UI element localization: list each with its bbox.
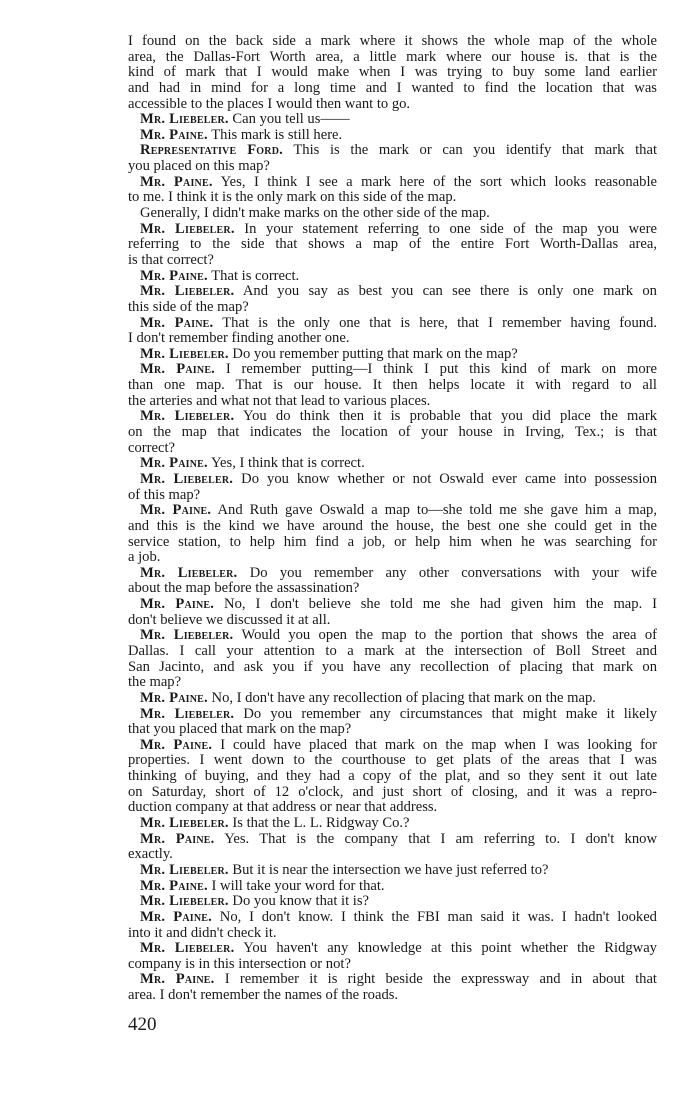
speaker-name: Mr. Paine. (140, 503, 212, 519)
line-text: exactly. (128, 846, 173, 863)
line-text: on Saturday, short of 12 o'clock, and just short of closing, and it was a repro- (128, 784, 657, 800)
speaker-name: Mr. Paine. (140, 689, 208, 706)
speaker-name: Mr. Paine. (140, 362, 216, 378)
line-text: Dallas. I call your attention to a mark at the intersection of Boll Street and (128, 643, 657, 659)
text-line (128, 206, 657, 222)
line-text: I could have placed that mark on the map when I was looking for (220, 737, 657, 753)
testimony-paragraph (128, 707, 657, 738)
text-line (128, 378, 657, 394)
text-line (128, 362, 657, 378)
line-text: This mark is still here. (211, 126, 343, 143)
line-text: I will take your word for that. (211, 877, 385, 894)
line-text: into it and didn't check it. (128, 924, 277, 941)
testimony-paragraph (128, 691, 657, 707)
testimony-paragraph (128, 112, 657, 128)
speaker-name: Mr. Liebeler. (140, 221, 235, 237)
text-line (128, 409, 657, 425)
line-text: And Ruth gave Oswald a map to—she told me she gave him a map, (217, 503, 657, 519)
testimony-paragraph (128, 566, 657, 597)
speaker-name: Mr. Liebeler. (140, 345, 229, 362)
testimony-paragraph (128, 409, 657, 456)
testimony-paragraph (128, 863, 657, 879)
text-line (128, 112, 657, 128)
text-line (128, 503, 657, 519)
speaker-name: Mr. Paine. (140, 126, 208, 143)
line-text: Can you tell us—— (232, 111, 350, 128)
text-line (128, 535, 657, 551)
text-line (128, 832, 657, 848)
line-text: But it is near the intersection we have just referred to? (232, 861, 549, 878)
text-line (128, 425, 657, 441)
testimony-paragraph (128, 738, 657, 816)
text-line (128, 175, 657, 191)
line-text: don't believe we discussed it at all. (128, 611, 331, 628)
line-text: San Jacinto, and ask you if you have any recollection of placing that mark on (128, 659, 657, 675)
line-text: a job. (128, 549, 161, 566)
text-line (128, 644, 657, 660)
speaker-name: Representative Ford. (140, 143, 283, 159)
speaker-name: Mr. Paine. (140, 831, 215, 847)
text-line (128, 691, 657, 707)
speaker-name: Mr. Paine. (140, 597, 215, 613)
page-number: 420 (128, 1014, 157, 1035)
line-text: that you placed that mark on the map? (128, 721, 352, 738)
testimony-paragraph (128, 347, 657, 363)
line-text: I found on the back side a mark where it shows the whole map of the whole (128, 34, 657, 49)
line-text: properties. I went down to the courthouse to get plats of the areas that I was (128, 753, 657, 769)
speaker-name: Mr. Paine. (140, 737, 213, 753)
testimony-paragraph (128, 362, 657, 409)
text-line (128, 926, 657, 942)
line-text: Yes, I think I see a mark here of the sort which looks reasonable (220, 174, 657, 190)
line-text: In your statement referring to one side of the map you were (244, 221, 657, 237)
text-line (128, 316, 657, 332)
line-text: Yes, I think that is correct. (210, 455, 365, 472)
text-line (128, 190, 657, 206)
line-text: referring to the side that shows a map of the entire Fort Worth-Dallas area, (128, 237, 657, 253)
speaker-name: Mr. Liebeler. (140, 284, 235, 300)
testimony-paragraph (128, 816, 657, 832)
text-line (128, 456, 657, 472)
line-text: This is the mark or can you identify that mark that (293, 143, 657, 159)
testimony-paragraph (128, 628, 657, 691)
line-text: and had in mind for a long time and I wanted to find the location that was (128, 80, 657, 96)
line-text: No, I don't know. I think the FBI man said it was. I hadn't looked (219, 909, 657, 925)
text-line (128, 800, 657, 816)
line-text: Is that the L. L. Ridgway Co.? (232, 815, 410, 832)
speaker-name: Mr. Liebeler. (140, 706, 235, 722)
line-text: correct? (128, 439, 175, 456)
speaker-name: Mr. Liebeler. (140, 471, 234, 487)
line-text: Do you remember any other conversations with your wife (249, 565, 657, 581)
text-line (128, 472, 657, 488)
line-text: That is correct. (211, 267, 300, 284)
text-line (128, 753, 657, 769)
text-line (128, 269, 657, 285)
testimony-paragraph (128, 941, 657, 972)
text-line (128, 785, 657, 801)
text-line (128, 143, 657, 159)
testimony-paragraph (128, 316, 657, 347)
line-text: That is the only one that is here, that I remember having found. (222, 315, 657, 331)
line-text: this side of the map? (128, 298, 249, 315)
testimony-paragraph (128, 269, 657, 285)
line-text: is that correct? (128, 251, 214, 268)
text-line (128, 300, 657, 316)
testimony-paragraph (128, 284, 657, 315)
testimony-paragraph (128, 222, 657, 269)
text-line (128, 863, 657, 879)
line-text: Would you open the map to the portion that shows the area of (241, 628, 657, 644)
text-line (128, 550, 657, 566)
line-text: Generally, I didn't make marks on the other side of the map. (140, 205, 490, 222)
line-text: You haven't any knowledge at this point whether the Ridgway (243, 941, 657, 957)
text-line (128, 972, 657, 988)
text-line (128, 97, 657, 113)
speaker-name: Mr. Paine. (140, 315, 214, 331)
line-text: accessible to the places I would then want to go. (128, 95, 411, 112)
text-line (128, 65, 657, 81)
line-text: the arteries and what not that lead to various places. (128, 392, 431, 409)
text-line (128, 613, 657, 629)
speaker-name: Mr. Paine. (140, 909, 212, 925)
text-line (128, 519, 657, 535)
line-text: the map? (128, 674, 182, 691)
text-line (128, 847, 657, 863)
text-line (128, 738, 657, 754)
speaker-name: Mr. Liebeler. (140, 565, 238, 581)
line-text: of this map? (128, 486, 201, 503)
text-line (128, 394, 657, 410)
line-text: No, I don't have any recollection of placing that mark on the map. (211, 689, 596, 706)
text-line (128, 347, 657, 363)
text-line (128, 331, 657, 347)
line-text: thinking of buying, and they had a copy of the plat, and so they sent it out late (128, 769, 657, 785)
line-text: to me. I think it is the only mark on this side of the map. (128, 189, 457, 206)
line-text: Yes. That is the company that I am referring to. I don't know (224, 831, 657, 847)
text-line (128, 597, 657, 613)
testimony-paragraph (128, 597, 657, 628)
text-line (128, 566, 657, 582)
text-line (128, 128, 657, 144)
speaker-name: Mr. Paine. (140, 455, 208, 472)
text-line (128, 660, 657, 676)
continuation-paragraph (128, 206, 657, 222)
text-line (128, 628, 657, 644)
line-text: Do you know whether or not Oswald ever came into possession (241, 471, 657, 487)
line-text: on the map that indicates the location of your house in Irving, Tex.; is that (128, 425, 657, 441)
text-line (128, 675, 657, 691)
text-line (128, 253, 657, 269)
text-line (128, 957, 657, 973)
line-text: service station, to help him find a job, or help him when he was searching for (128, 534, 657, 550)
text-line (128, 50, 657, 66)
testimony-paragraph (128, 972, 657, 1003)
text-line (128, 816, 657, 832)
text-line (128, 941, 657, 957)
speaker-name: Mr. Liebeler. (140, 815, 229, 832)
speaker-name: Mr. Paine. (140, 267, 208, 284)
line-text: about the map before the assassination? (128, 580, 360, 597)
speaker-name: Mr. Paine. (140, 972, 215, 988)
line-text: No, I don't believe she told me she had given him the map. I (224, 597, 657, 613)
line-text: Do you know that it is? (232, 893, 370, 910)
line-text: Do you remember any circumstances that might make it likely (243, 706, 657, 722)
line-text: You do think then it is probable that you did place the mark (243, 409, 657, 425)
text-line (128, 441, 657, 457)
speaker-name: Mr. Liebeler. (140, 628, 234, 644)
text-line (128, 581, 657, 597)
testimony-paragraph (128, 143, 657, 174)
line-text: Do you remember putting that mark on the map? (232, 345, 518, 362)
testimony-paragraph (128, 456, 657, 472)
line-text: I don't remember finding another one. (128, 330, 350, 347)
text-line (128, 722, 657, 738)
testimony-paragraph (128, 879, 657, 895)
line-text: kind of mark that I would make when I was trying to buy some land earlier (128, 65, 657, 81)
text-line (128, 81, 657, 97)
text-line (128, 488, 657, 504)
line-text: company is in this intersection or not? (128, 955, 351, 972)
continuation-paragraph (128, 34, 657, 112)
text-line (128, 988, 657, 1004)
text-line (128, 910, 657, 926)
testimony-paragraph (128, 175, 657, 206)
text-line (128, 879, 657, 895)
text-line (128, 284, 657, 300)
text-line (128, 34, 657, 50)
line-text: area, the Dallas-Fort Worth area, a little mark where our house is. that is the (128, 49, 657, 65)
text-line (128, 894, 657, 910)
line-text: And you say as best you can see there is only one mark on (242, 284, 657, 300)
line-text: than one map. That is our house. It then helps locate it with regard to all (128, 378, 657, 394)
speaker-name: Mr. Liebeler. (140, 409, 235, 425)
line-text: duction company at that address or near that address. (128, 799, 438, 816)
line-text: and this is the kind we have around the house, the best one she could get in the (128, 518, 657, 534)
text-line (128, 707, 657, 723)
speaker-name: Mr. Liebeler. (140, 941, 235, 957)
speaker-name: Mr. Liebeler. (140, 861, 229, 878)
text-line (128, 159, 657, 175)
line-text: you placed on this map? (128, 158, 270, 175)
speaker-name: Mr. Liebeler. (140, 111, 229, 128)
line-text: I remember putting—I think I put this kind of mark on more (225, 362, 657, 378)
testimony-paragraph (128, 503, 657, 566)
text-line (128, 769, 657, 785)
text-line (128, 237, 657, 253)
testimony-paragraph (128, 910, 657, 941)
speaker-name: Mr. Paine. (140, 174, 213, 190)
speaker-name: Mr. Liebeler. (140, 893, 229, 910)
line-text: area. I don't remember the names of the roads. (128, 987, 399, 1004)
testimony-paragraph (128, 128, 657, 144)
speaker-name: Mr. Paine. (140, 877, 208, 894)
testimony-paragraph (128, 472, 657, 503)
testimony-paragraph (128, 832, 657, 863)
line-text: I remember it is right beside the expressway and in about that (224, 972, 657, 988)
text-line (128, 222, 657, 238)
testimony-paragraph (128, 894, 657, 910)
transcript-body (128, 34, 657, 1004)
